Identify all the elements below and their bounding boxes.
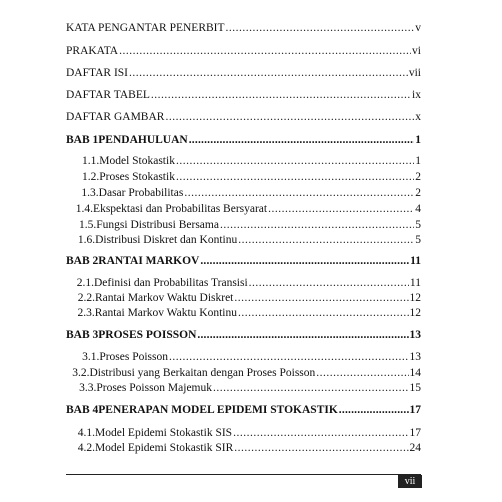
section-number: 1.2. (81, 171, 100, 183)
section-page: 2 (415, 171, 421, 183)
toc-section-3-3[interactable] (66, 381, 421, 395)
toc-chapter-2[interactable] (66, 254, 421, 268)
toc-section-1-6[interactable] (66, 233, 421, 247)
section-title: Rantai Markov Waktu Diskret (94, 292, 234, 304)
section-title: Model Epidemi Stokastik SIR (94, 442, 234, 454)
section-number: 3.1. (82, 351, 100, 363)
chapter-label: BAB 1 (66, 134, 99, 146)
section-title: Model Stokastik (99, 155, 175, 167)
section-title: Proses Stokastik (99, 171, 175, 183)
entry-title: PRAKATA (66, 45, 119, 57)
toc-entry-kata-pengantar[interactable] (66, 21, 421, 35)
section-title: Fungsi Distribusi Bersama (96, 219, 219, 231)
footer-rule (66, 474, 421, 475)
section-number: 1.4. (75, 203, 94, 215)
chapter-page: 17 (409, 404, 421, 416)
toc-section-3-1[interactable] (66, 350, 421, 364)
section-title: Rantai Markov Waktu Kontinu (94, 307, 237, 319)
toc-chapter-1[interactable] (66, 133, 421, 147)
leader-dots (226, 21, 415, 35)
section-page: 4 (415, 203, 421, 215)
section-number: 2.1. (76, 277, 94, 289)
entry-page: vi (412, 45, 421, 57)
section-page: 15 (409, 382, 421, 394)
leader-dots (234, 441, 408, 455)
leader-dots (184, 186, 414, 200)
section-number: 1.3. (81, 187, 99, 199)
section-page: 17 (409, 427, 421, 439)
leader-dots (238, 306, 409, 320)
chapter-label: BAB 4 (66, 404, 99, 416)
leader-dots (169, 350, 408, 364)
section-number: 3.3. (79, 382, 97, 394)
toc-section-2-1[interactable] (66, 276, 421, 290)
entry-title: DAFTAR ISI (66, 67, 129, 79)
leader-dots (176, 154, 414, 168)
chapter-title: PROSES POISSON (98, 329, 197, 341)
toc-section-3-2[interactable] (66, 366, 421, 380)
leader-dots (213, 381, 408, 395)
section-title: Definisi dan Probabilitas Transisi (94, 277, 248, 289)
toc-section-1-3[interactable] (66, 186, 421, 200)
section-number: 1.5. (79, 219, 97, 231)
leader-dots (165, 110, 414, 124)
leader-dots (238, 233, 414, 247)
section-page: 5 (415, 219, 421, 231)
section-number: 2.3. (77, 307, 95, 319)
section-number: 4.1. (77, 427, 96, 439)
leader-dots (234, 291, 408, 305)
leader-dots (129, 66, 408, 80)
section-title: Ekspektasi dan Probabilitas Bersyarat (93, 203, 268, 215)
section-number: 4.2. (77, 442, 95, 454)
toc-entry-daftar-gambar[interactable] (66, 110, 421, 124)
leader-dots (339, 403, 409, 417)
section-title: Distribusi yang Berkaitan dengan Proses Poisson (89, 367, 316, 379)
leader-dots (151, 88, 411, 102)
entry-title: DAFTAR GAMBAR (66, 111, 165, 123)
section-page: 2 (415, 187, 421, 199)
section-number: 2.2. (77, 292, 95, 304)
chapter-label: BAB 2 (66, 255, 99, 267)
leader-dots (119, 44, 411, 58)
toc-section-2-3[interactable] (66, 306, 421, 320)
chapter-page: 11 (410, 255, 421, 267)
entry-title: DAFTAR TABEL (66, 89, 150, 101)
toc-section-1-1[interactable] (66, 154, 421, 168)
toc-entry-daftar-tabel[interactable] (66, 88, 421, 102)
section-page: 1 (415, 155, 421, 167)
toc-entry-daftar-isi[interactable] (66, 66, 421, 80)
section-page: 24 (409, 442, 421, 454)
section-title: Proses Poisson Majemuk (96, 382, 213, 394)
leader-dots (220, 218, 414, 232)
toc-entry-prakata[interactable] (66, 44, 421, 58)
section-page: 11 (409, 277, 421, 289)
chapter-page: 1 (415, 134, 421, 146)
section-page: 14 (409, 367, 421, 379)
leader-dots (233, 426, 408, 440)
toc-section-1-5[interactable] (66, 218, 421, 232)
leader-dots (249, 276, 409, 290)
section-title: Model Epidemi Stokastik SIS (95, 427, 233, 439)
section-title: Dasar Probabilitas (98, 187, 184, 199)
section-number: 1.6. (77, 234, 96, 246)
section-page: 13 (409, 351, 421, 363)
section-page: 12 (409, 307, 421, 319)
entry-page: v (415, 22, 421, 34)
entry-page: vii (408, 67, 421, 79)
page-number-badge: vii (398, 475, 422, 488)
leader-dots (176, 170, 414, 184)
entry-title: KATA PENGANTAR PENERBIT (66, 22, 225, 34)
entry-page: x (415, 111, 421, 123)
chapter-title: PENERAPAN MODEL EPIDEMI STOKASTIK (98, 404, 338, 416)
section-number: 3.2. (72, 367, 90, 379)
toc-section-1-2[interactable] (66, 170, 421, 184)
toc-chapter-4[interactable] (66, 403, 421, 417)
leader-dots (189, 133, 415, 147)
leader-dots (268, 202, 414, 216)
entry-page: ix (412, 89, 421, 101)
toc-section-2-2[interactable] (66, 291, 421, 305)
chapter-title: PENDAHULUAN (98, 134, 188, 146)
section-page: 5 (415, 234, 421, 246)
toc-section-4-2[interactable] (66, 441, 421, 455)
toc-chapter-3[interactable] (66, 328, 421, 342)
chapter-title: RANTAI MARKOV (98, 255, 200, 267)
leader-dots (197, 328, 408, 342)
chapter-page: 13 (409, 329, 421, 341)
toc-section-1-4[interactable] (66, 202, 421, 216)
leader-dots (316, 366, 408, 380)
section-page: 12 (409, 292, 421, 304)
toc-section-4-1[interactable] (66, 426, 421, 440)
section-number: 1.1. (81, 155, 100, 167)
chapter-label: BAB 3 (66, 329, 99, 341)
section-title: Distribusi Diskret dan Kontinu (95, 234, 238, 246)
section-title: Proses Poisson (99, 351, 169, 363)
leader-dots (200, 254, 409, 268)
